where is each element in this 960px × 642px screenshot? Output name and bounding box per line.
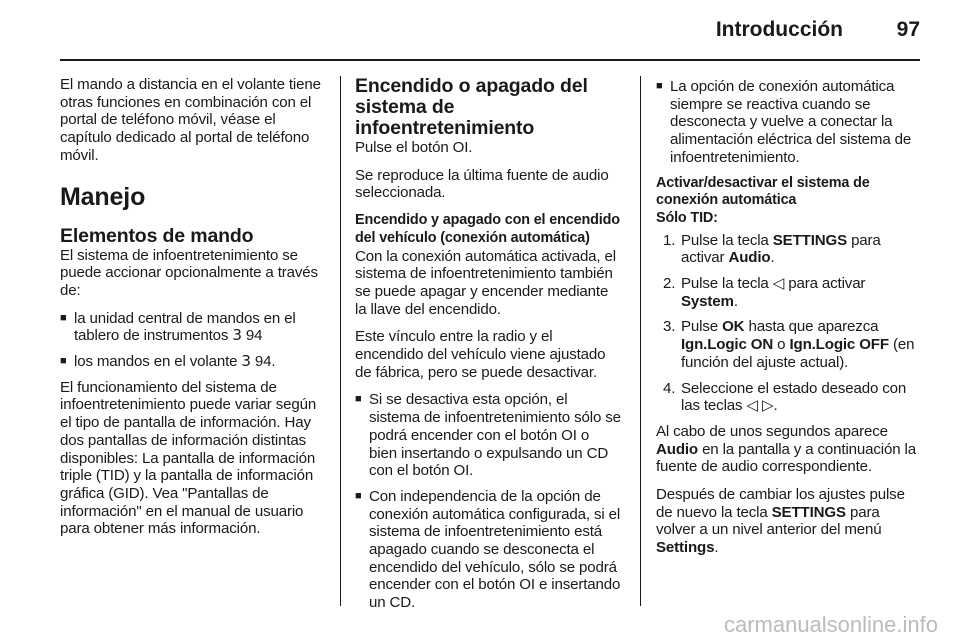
left-arrow-key-icon: ◁ <box>772 274 785 293</box>
reactivate-list <box>656 78 922 167</box>
left-arrow-key-icon: ◁ <box>746 396 758 415</box>
list-item: ■ los mandos en el volante 3 94. <box>60 353 326 371</box>
column-divider <box>640 76 641 606</box>
page-reference-icon: 3 <box>241 352 251 371</box>
power-icon: OI <box>453 462 470 480</box>
list-item: 3. Pulse OK hasta que aparezca Ign.Logic ON o Ign.Logic OFF (en función del ajuste actual). <box>663 318 915 371</box>
paragraph: Al cabo de unos segundos aparece Audio en la pantalla y a continuación la fuente de audio correspondiente. <box>656 422 916 476</box>
section-heading-manejo: Manejo <box>60 182 146 211</box>
list-item: ■ Con independencia de la opción de conexión automática configurada, si el sistema de infoentretenimiento está apagado cuando se desconecta el encendido del vehículo, sólo se podrá encender con el botón OI e insertando un CD. <box>355 488 621 612</box>
list-item: 1. Pulse la tecla SETTINGS para activar Audio. <box>663 231 881 267</box>
column-2 <box>355 76 621 620</box>
page-title: Introducción <box>715 18 843 41</box>
paragraph: Pulse el botón OI. <box>355 139 473 156</box>
subheading-activar: Activar/desactivar el sistema de conexión automática <box>656 174 870 209</box>
paragraph: Con la conexión automática activada, el sistema de infoentretenimiento también se puede apagar y encender mediante la llave del encendido. <box>355 247 616 318</box>
page-header <box>0 0 960 60</box>
paragraph: Este vínculo entre la radio y el encendido del vehículo viene ajustado de fábrica, pero se puede desactivar. <box>355 328 606 381</box>
controls-paragraph: El sistema de infoentretenimiento se puede accionar opcionalmente a través de: <box>60 246 318 299</box>
page-reference-icon: 3 <box>232 326 242 345</box>
steps-list <box>656 232 922 415</box>
list-item: ■ Si se desactiva esta opción, el sistema de infoentretenimiento sólo se podrá encender con el botón OI o bien insertando o expulsando un CD con el botón OI. <box>355 391 621 480</box>
controls-list <box>60 310 326 371</box>
power-icon: OI <box>561 426 577 444</box>
list-item: ■ la unidad central de mandos en el tablero de instrumentos 3 94 <box>60 310 326 345</box>
paragraph: Se reproduce la última fuente de audio seleccionada. <box>355 166 609 202</box>
right-arrow-key-icon: ▷ <box>761 396 774 415</box>
intro-paragraph: El mando a distancia en el volante tiene otras funciones en combinación con el portal de teléfono móvil, véase el capítulo dedicado al portal de teléfono móvil. <box>60 76 321 164</box>
page-number: 97 <box>896 18 920 41</box>
subsection-heading-encendido: Encendido o apagado del sistema de infoentretenimiento <box>355 75 588 139</box>
power-icon: OI <box>519 576 535 594</box>
column-1 <box>60 76 326 548</box>
subheading-solo-tid: Sólo TID: <box>656 209 718 226</box>
watermark: carmanualsonline.info <box>723 612 938 637</box>
paragraph: Después de cambiar los ajustes pulse de nuevo la tecla SETTINGS para volver a un nivel anterior del menú Settings. <box>656 486 905 557</box>
column-3 <box>656 76 922 567</box>
subheading-conexion-automatica: Encendido y apagado con el encendido del vehículo (conexión automática) <box>355 212 620 246</box>
list-item: 4. Seleccione el estado deseado con las teclas ◁ ▷. <box>663 379 907 415</box>
auto-connect-list <box>355 391 621 611</box>
subsection-heading-elementos: Elementos de mando <box>60 224 254 247</box>
header-rule <box>60 59 920 61</box>
list-item: 2. Pulse la tecla ◁ para activar System. <box>663 274 866 310</box>
column-divider <box>340 76 341 606</box>
list-item: ■ La opción de conexión automática siempre se reactiva cuando se desconecta y vuelve a conectar la alimentación eléctrica del sistema de infoentretenimiento. <box>656 78 922 167</box>
power-icon: OI <box>452 139 469 156</box>
display-paragraph: El funcionamiento del sistema de infoentretenimiento puede variar según el tipo de pantalla de información. Hay dos pantallas de información distintas disponibles: La pantalla de información triple (TID) y la pantalla de información gráfica (GID). Vea "Pantallas de información" en el manual de usuario para obtener más información. <box>60 378 317 538</box>
